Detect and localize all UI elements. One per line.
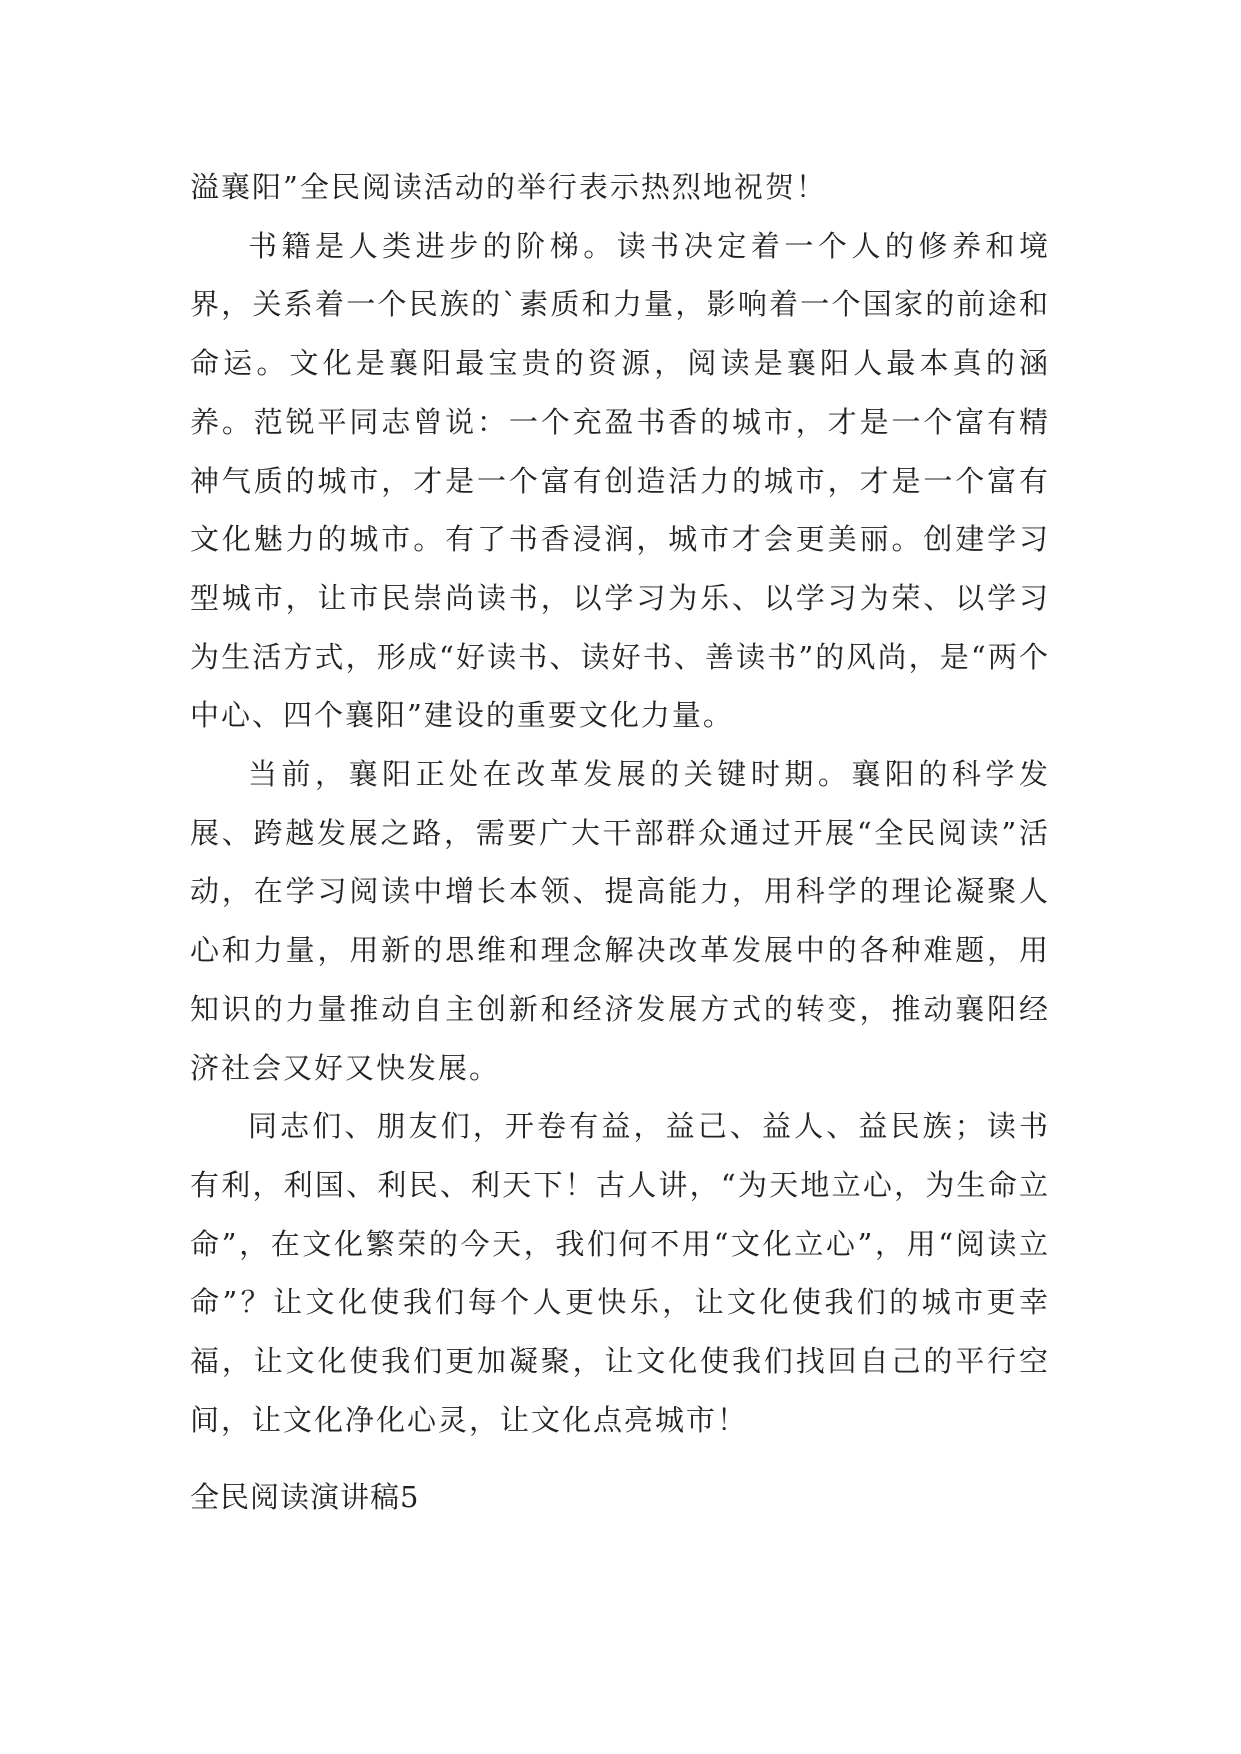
- paragraph-continuation: 溢襄阳”全民阅读活动的举行表示热烈地祝贺！: [190, 170, 827, 204]
- paragraph-closing: 同志们、朋友们，开卷有益，益己、益人、益民族；读书有利，利国、利民、利天下！古人讲，“为天地立心，为生命立命”，在文化繁荣的今天，我们何不用“文化立心”，用“阅读立命”？让文化使我们每个人更快乐，让文化使我们的城市更幸福，让文化使我们更加凝聚，让文化使我们找回自己的平行空间，让文化净化心灵，让文化点亮城市！: [190, 1109, 1050, 1437]
- section-title: 全民阅读演讲稿5: [190, 1480, 420, 1514]
- paragraph-development: 当前，襄阳正处在改革发展的关键时期。襄阳的科学发展、跨越发展之路，需要广大干部群众通过开展“全民阅读”活动，在学习阅读中增长本领、提高能力，用科学的理论凝聚人心和力量，用新的思维和理念解决改革发展中的各种难题，用知识的力量推动自主创新和经济发展方式的转变，推动襄阳经济社会又好又快发展。: [190, 757, 1050, 1085]
- paragraph-books: 书籍是人类进步的阶梯。读书决定着一个人的修养和境界，关系着一个民族的`素质和力量，影响着一个国家的前途和命运。文化是襄阳最宝贵的资源，阅读是襄阳人最本真的涵养。范锐平同志曾说：一个充盈书香的城市，才是一个富有精神气质的城市，才是一个富有创造活力的城市，才是一个富有文化魅力的城市。有了书香浸润，城市才会更美丽。创建学习型城市，让市民崇尚读书，以学习为乐、以学习为荣、以学习为生活方式，形成“好读书、读好书、善读书”的风尚，是“两个中心、四个襄阳”建设的重要文化力量。: [190, 228, 1050, 733]
- document-body: [190, 158, 1050, 1449]
